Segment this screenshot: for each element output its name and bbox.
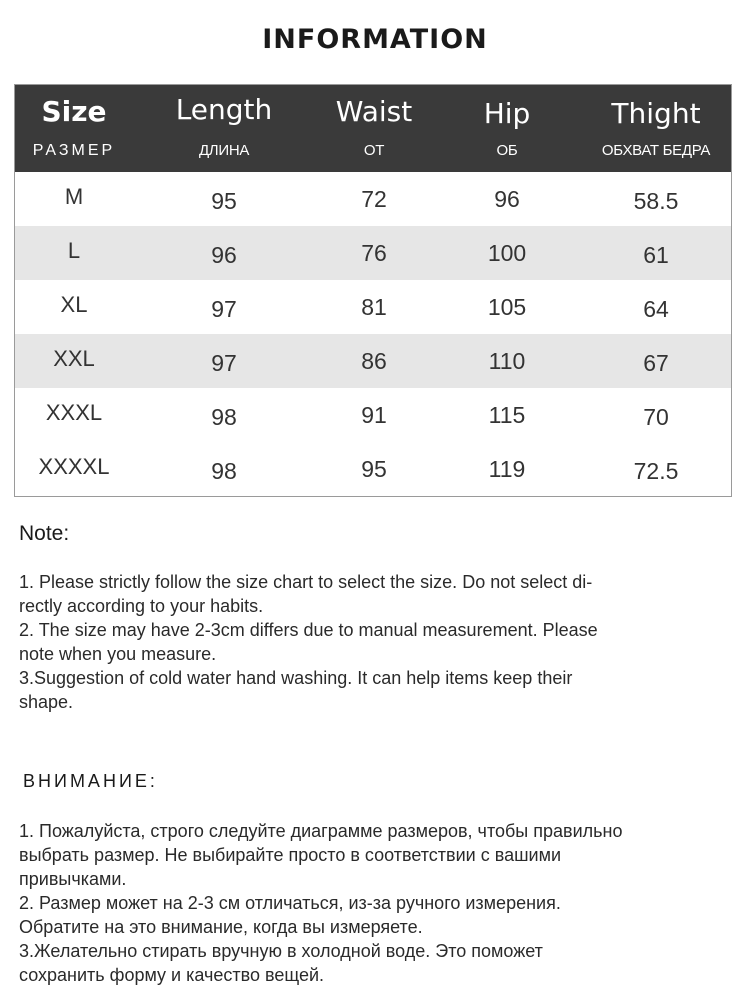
cell-length: 97 xyxy=(211,295,237,322)
note-line: note when you measure. xyxy=(19,644,217,664)
cell-size: XL xyxy=(60,292,88,317)
note-line: 2. The size may have 2-3cm differs due to manual measurement. Please xyxy=(19,620,598,640)
cell-hip: 96 xyxy=(494,185,520,212)
note-line: сохранить форму и качество вещей. xyxy=(19,965,325,985)
header-sublabel: РАЗМЕР xyxy=(32,142,116,159)
header-sublabel: ДЛИНА xyxy=(198,142,250,159)
cell-length: 98 xyxy=(211,457,237,484)
header-label: Thight xyxy=(611,97,701,130)
cell-hip: 119 xyxy=(488,455,526,482)
cell-hip: 105 xyxy=(487,293,527,320)
note-line: 1. Пожалуйста, строго следуйте диаграмме размеров, чтобы правильно xyxy=(19,821,623,841)
cell-waist: 72 xyxy=(361,185,387,212)
page-title: INFORMATION xyxy=(262,24,488,55)
cell-size: XXL xyxy=(53,346,95,371)
note-heading-ru: ВНИМАНИЕ: xyxy=(23,771,158,791)
cell-size: M xyxy=(64,184,84,209)
header-label: Length xyxy=(175,93,273,126)
cell-waist: 95 xyxy=(361,455,387,482)
cell-waist: 86 xyxy=(361,347,387,374)
cell-length: 95 xyxy=(211,187,237,214)
cell-thigh: 72.5 xyxy=(633,457,679,484)
cell-length: 98 xyxy=(211,403,237,430)
cell-waist: 81 xyxy=(361,293,387,320)
cell-hip: 110 xyxy=(488,347,526,374)
note-heading: Note: xyxy=(19,522,70,545)
cell-size: XXXL xyxy=(45,400,103,425)
cell-length: 96 xyxy=(211,241,237,268)
note-line: 1. Please strictly follow the size chart to select the size. Do not select di- xyxy=(19,572,593,592)
table-row xyxy=(15,442,731,496)
note-line: 2. Размер может на 2-3 см отличаться, из-за ручного измерения. xyxy=(19,893,561,913)
cell-thigh: 58.5 xyxy=(633,187,679,214)
header-label: Waist xyxy=(335,95,413,128)
cell-hip: 100 xyxy=(487,239,527,266)
table-header xyxy=(15,85,731,172)
note-line: 3.Suggestion of cold water hand washing. It can help items keep their xyxy=(19,668,573,688)
note-line: shape. xyxy=(19,692,74,712)
header-size xyxy=(15,85,133,172)
header-length xyxy=(133,85,315,172)
header-waist xyxy=(315,85,433,172)
cell-length: 97 xyxy=(211,349,237,376)
size-chart-table xyxy=(14,84,732,497)
note-line: 3.Желательно стирать вручную в холодной воде. Это поможет xyxy=(19,941,543,961)
cell-waist: 76 xyxy=(361,239,387,266)
header-sublabel: ОБХВАТ БЕДРА xyxy=(601,142,711,159)
table-row xyxy=(15,334,731,388)
header-thigh xyxy=(581,85,731,172)
note-line: Обратите на это внимание, когда вы измеряете. xyxy=(19,917,423,937)
note-text-ru xyxy=(19,819,719,987)
header-label: Hip xyxy=(483,97,531,130)
cell-thigh: 61 xyxy=(643,241,669,268)
note-line: rectly according to your habits. xyxy=(19,596,264,616)
cell-size: XXXXL xyxy=(38,454,110,479)
cell-thigh: 64 xyxy=(643,295,669,322)
cell-thigh: 70 xyxy=(643,403,669,430)
header-label: Size xyxy=(41,95,107,128)
cell-hip: 115 xyxy=(488,401,526,428)
cell-waist: 91 xyxy=(361,401,387,428)
cell-size: L xyxy=(67,238,81,263)
note-line: привычками. xyxy=(19,869,127,889)
table-row xyxy=(15,172,731,226)
table-row xyxy=(15,226,731,280)
table-row xyxy=(15,388,731,442)
cell-thigh: 67 xyxy=(643,349,669,376)
header-sublabel: ОТ xyxy=(363,142,385,159)
note-text-en xyxy=(19,570,719,714)
table-row xyxy=(15,280,731,334)
header-hip xyxy=(433,85,581,172)
header-sublabel: ОБ xyxy=(496,142,518,159)
note-line: выбрать размер. Не выбирайте просто в соответствии с вашими xyxy=(19,845,562,865)
